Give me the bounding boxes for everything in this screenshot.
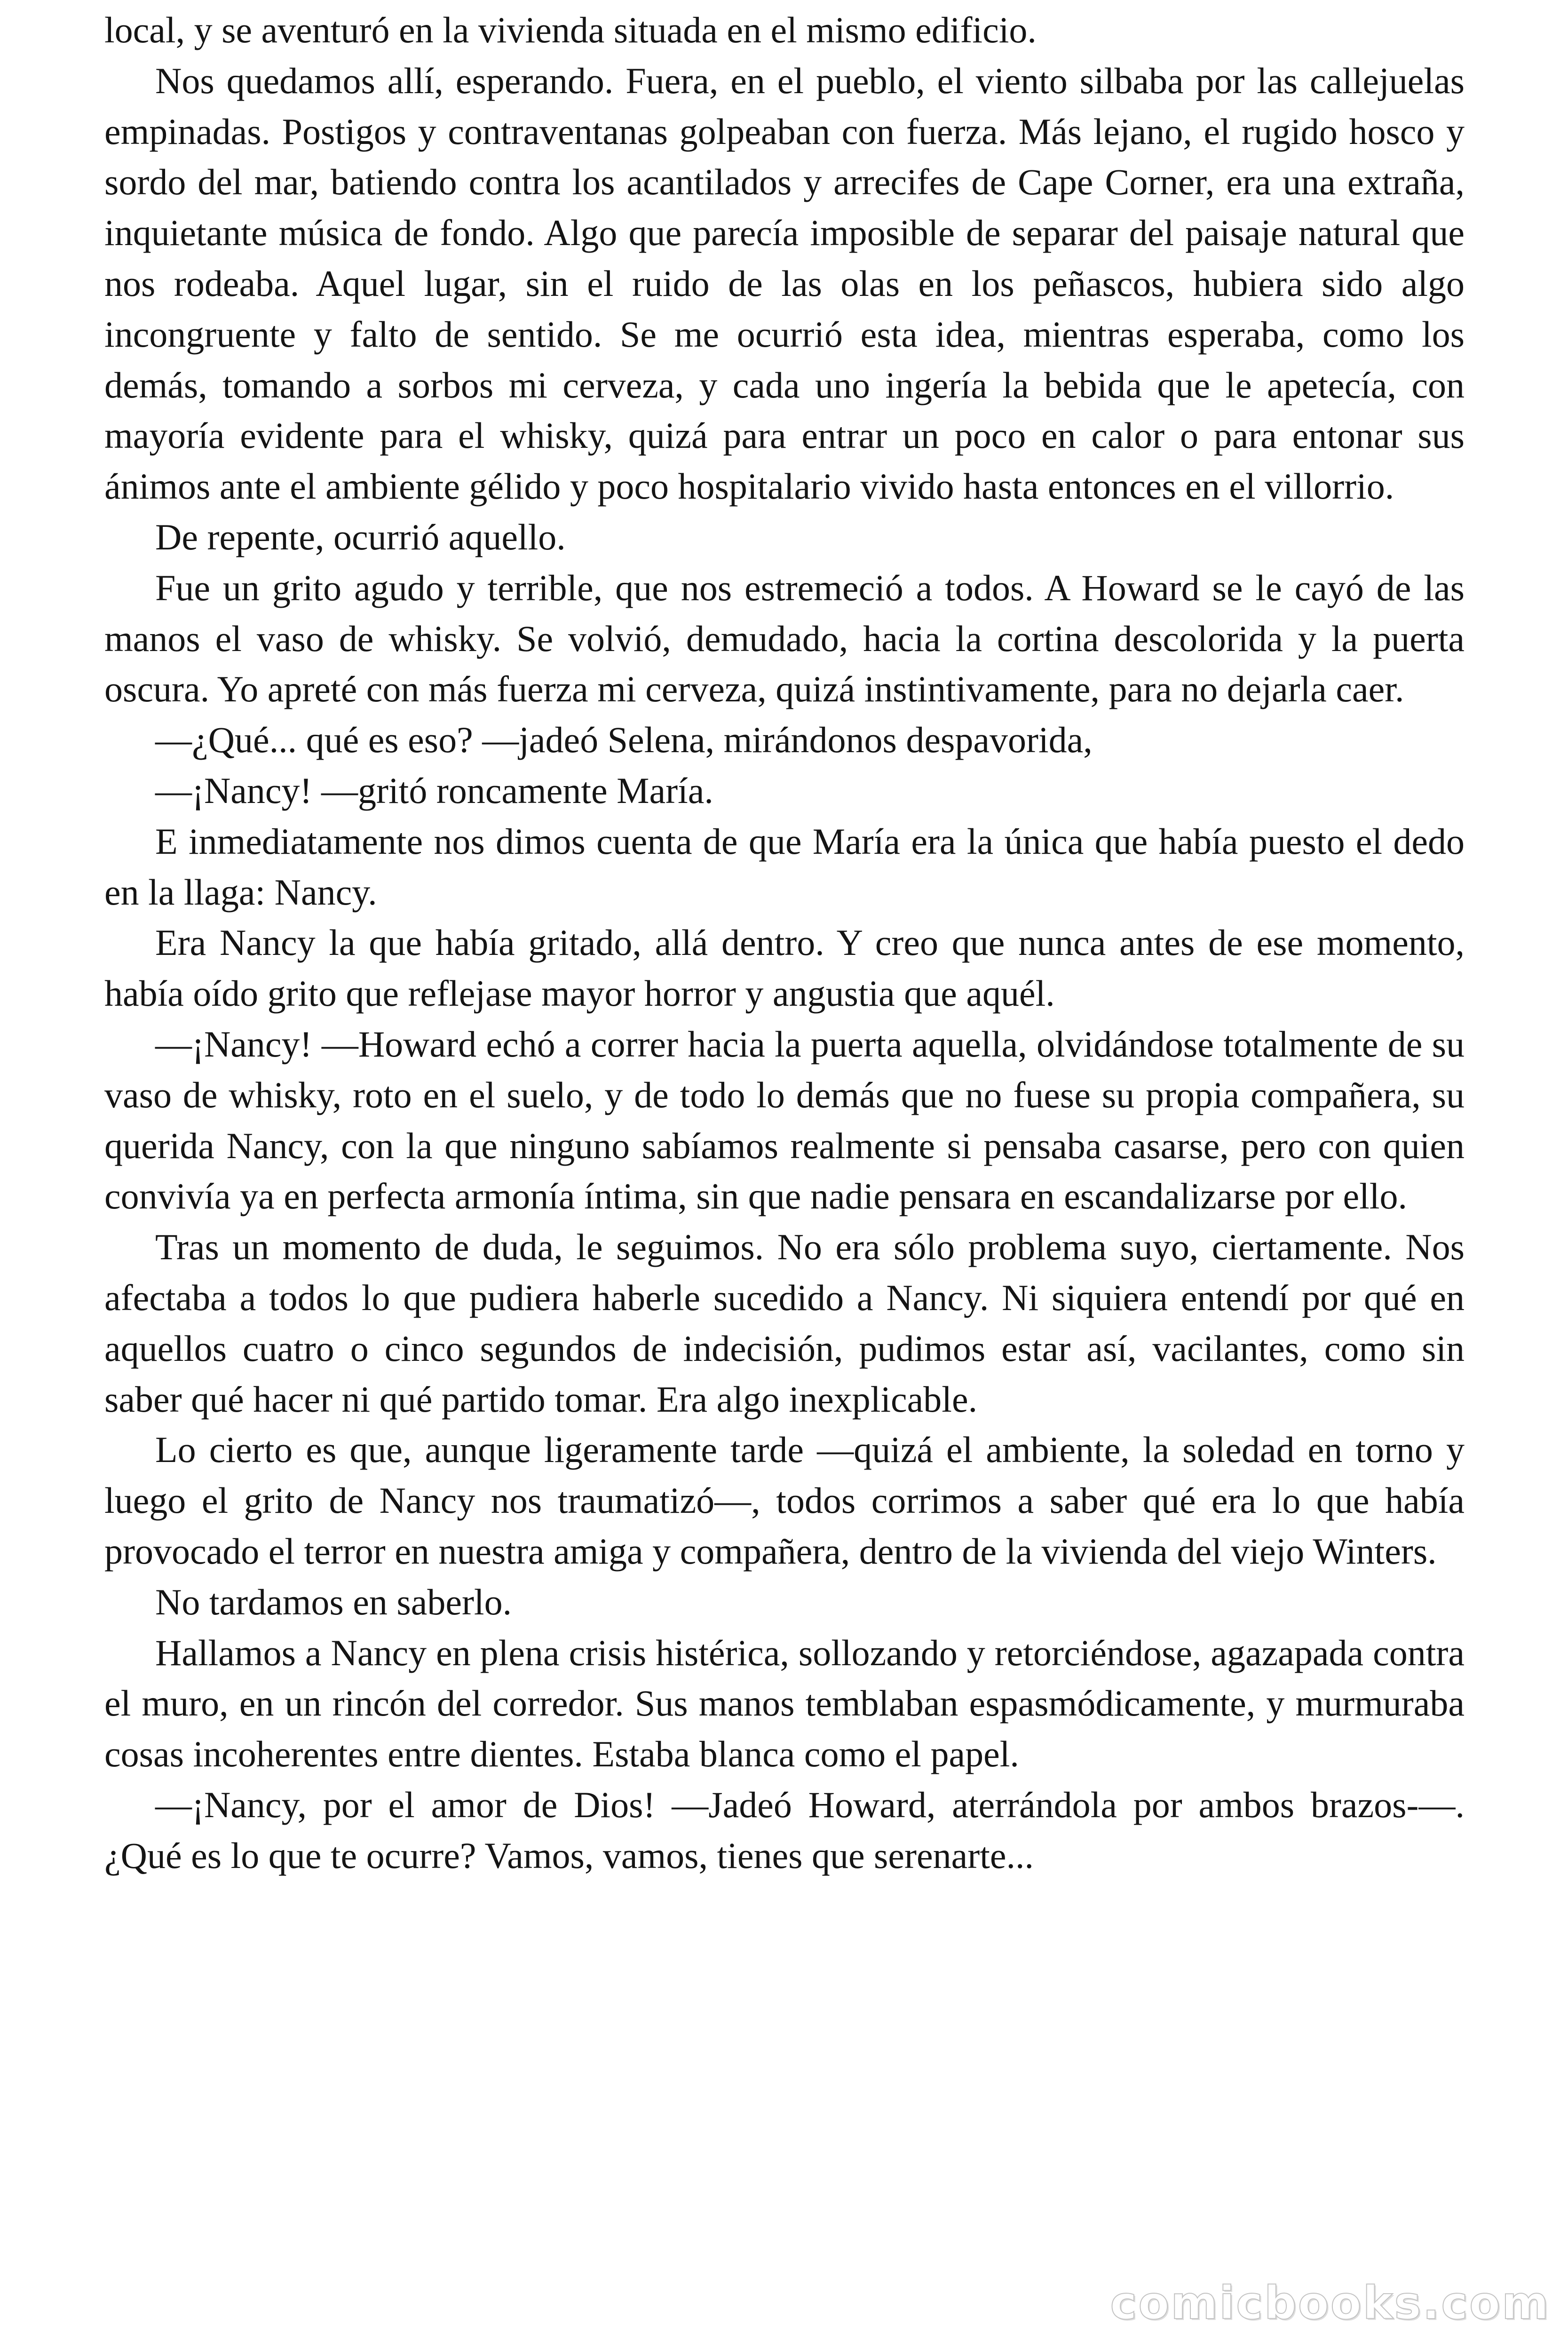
paragraph: Nos quedamos allí, esperando. Fuera, en el pueblo, el viento silbaba por las callejuelas empinadas. Postigos y contraventanas golpeaban con fuerza. Más lejano, el rugido hosco y sordo del mar, batiendo contra los acantilados y arrecifes de Cape Corner, era una extraña, inquietante música de fondo. Algo que parecía imposible de separar del paisaje natural que nos rodeaba. Aquel lugar, sin el ruido de las olas en los peñascos, hubiera sido algo incongruente y falto de sentido. Se me ocurrió esta idea, mientras esperaba, como los demás, tomando a sorbos mi cerveza, y cada uno ingería la bebida que le apetecía, con mayoría evidente para el whisky, quizá para entrar un poco en calor o para entonar sus ánimos ante el ambiente gélido y poco hospitalario vivido hasta entonces en el villorrio. xyxy=(104,60,1465,507)
page-body-text xyxy=(104,5,1465,1881)
watermark-logo: comicbooks.com xyxy=(1110,2277,1550,2329)
paragraph: Era Nancy la que había gritado, allá dentro. Y creo que nunca antes de ese momento, había oído grito que reflejase mayor horror y angustia que aquél. xyxy=(104,922,1465,1014)
paragraph: Tras un momento de duda, le seguimos. No era sólo problema suyo, ciertamente. Nos afectaba a todos lo que pudiera haberle sucedido a Nancy. Ni siquiera entendí por qué en aquellos cuatro o cinco segundos de indecisión, pudimos estar así, vacilantes, como sin saber qué hacer ni qué partido tomar. Era algo inexplicable. xyxy=(104,1226,1465,1420)
paragraph: De repente, ocurrió aquello. xyxy=(155,516,566,557)
paragraph: —¡Nancy! —Howard echó a correr hacia la puerta aquella, olvidándose totalmente de su vaso de whisky, roto en el suelo, y de todo lo demás que no fuese su propia compañera, su querida Nancy, con la que ninguno sabíamos realmente si pensaba casarse, pero con quien convivía ya en perfecta armonía íntima, sin que nadie pensara en escandalizarse por ello. xyxy=(104,1023,1465,1217)
paragraph: Fue un grito agudo y terrible, que nos estremeció a todos. A Howard se le cayó de las manos el vaso de whisky. Se volvió, demudado, hacia la cortina descolorida y la puerta oscura. Yo apreté con más fuerza mi cerveza, quizá instintivamente, para no dejarla caer. xyxy=(104,567,1465,710)
paragraph: Lo cierto es que, aunque ligeramente tarde —quizá el ambiente, la soledad en torno y luego el grito de Nancy nos traumatizó—, todos corrimos a saber qué era lo que había provocado el terror en nuestra amiga y compañera, dentro de la vivienda del viejo Winters. xyxy=(104,1429,1465,1572)
paragraph: No tardamos en saberlo. xyxy=(155,1581,512,1622)
paragraph: Hallamos a Nancy en plena crisis histérica, sollozando y retorciéndose, agazapada contra el muro, en un rincón del corredor. Sus manos temblaban espasmódicamente, y murmuraba cosas incoherentes entre dientes. Estaba blanca como el papel. xyxy=(104,1632,1465,1775)
paragraph: —¡Nancy! —gritó roncamente María. xyxy=(155,770,713,811)
paragraph: —¡Nancy, por el amor de Dios! —Jadeó Howard, aterrándola por ambos brazos-—. ¿Qué es lo que te ocurre? Vamos, vamos, tienes que serenarte... xyxy=(104,1784,1465,1876)
paragraph: E inmediatamente nos dimos cuenta de que María era la única que había puesto el dedo en la llaga: Nancy. xyxy=(104,820,1465,913)
paragraph: —¿Qué... qué es eso? —jadeó Selena, mirándonos despavorida, xyxy=(155,719,1093,761)
paragraph: local, y se aventuró en la vivienda situada en el mismo edificio. xyxy=(104,9,1037,50)
